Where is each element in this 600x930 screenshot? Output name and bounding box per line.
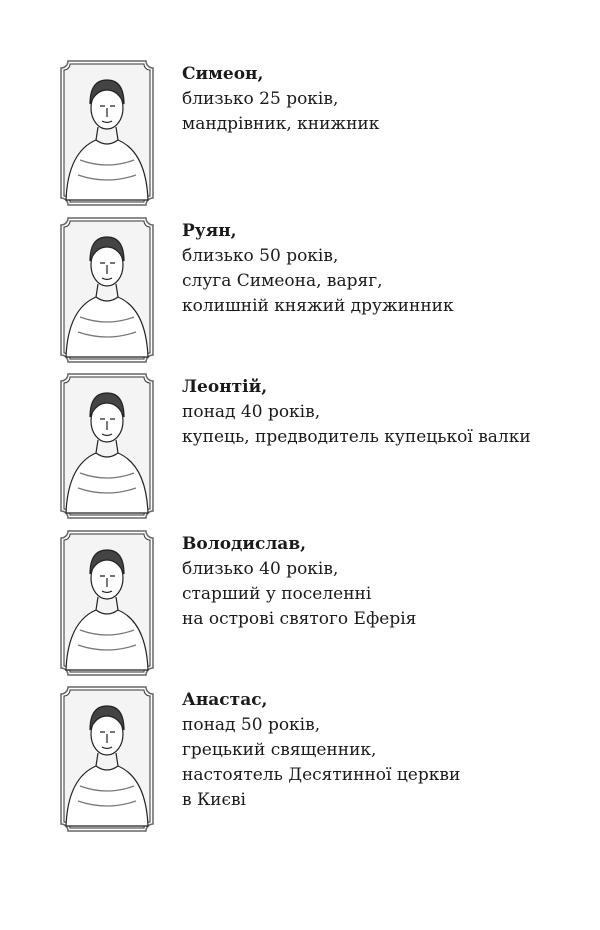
character-detail: в Києві <box>182 790 246 810</box>
character-name: Володислав, <box>182 534 307 554</box>
character-description <box>182 375 531 450</box>
character-entry <box>60 530 540 676</box>
character-detail: близько 50 років, <box>182 246 339 266</box>
young-man-portrait <box>60 60 154 206</box>
character-name: Симеон, <box>182 64 264 84</box>
character-detail: близько 40 років, <box>182 559 339 579</box>
character-detail: на острові святого Еферія <box>182 609 417 629</box>
character-detail: старший у поселенні <box>182 584 372 604</box>
merchant-portrait <box>60 373 154 519</box>
character-detail: понад 40 років, <box>182 402 321 422</box>
character-name: Анастас, <box>182 690 268 710</box>
character-entry <box>60 60 540 206</box>
character-detail: понад 50 років, <box>182 715 321 735</box>
character-detail: настоятель Десятинної церкви <box>182 765 461 785</box>
priest-portrait <box>60 686 154 832</box>
character-description <box>182 62 379 137</box>
character-detail: купець, предводитель купецької валки <box>182 427 531 447</box>
elder-portrait <box>60 530 154 676</box>
character-description <box>182 219 454 319</box>
character-description <box>182 532 416 632</box>
character-entry <box>60 686 540 832</box>
character-detail: мандрівник, книжник <box>182 114 380 134</box>
character-entry <box>60 373 540 519</box>
character-name: Леонтій, <box>182 377 268 397</box>
warrior-portrait <box>60 217 154 363</box>
character-detail: близько 25 років, <box>182 89 339 109</box>
character-entry <box>60 217 540 363</box>
character-description <box>182 688 460 813</box>
character-detail: колишній княжий дружинник <box>182 296 454 316</box>
character-name: Руян, <box>182 221 237 241</box>
character-detail: слуга Симеона, варяг, <box>182 271 383 291</box>
character-detail: грецький священник, <box>182 740 377 760</box>
